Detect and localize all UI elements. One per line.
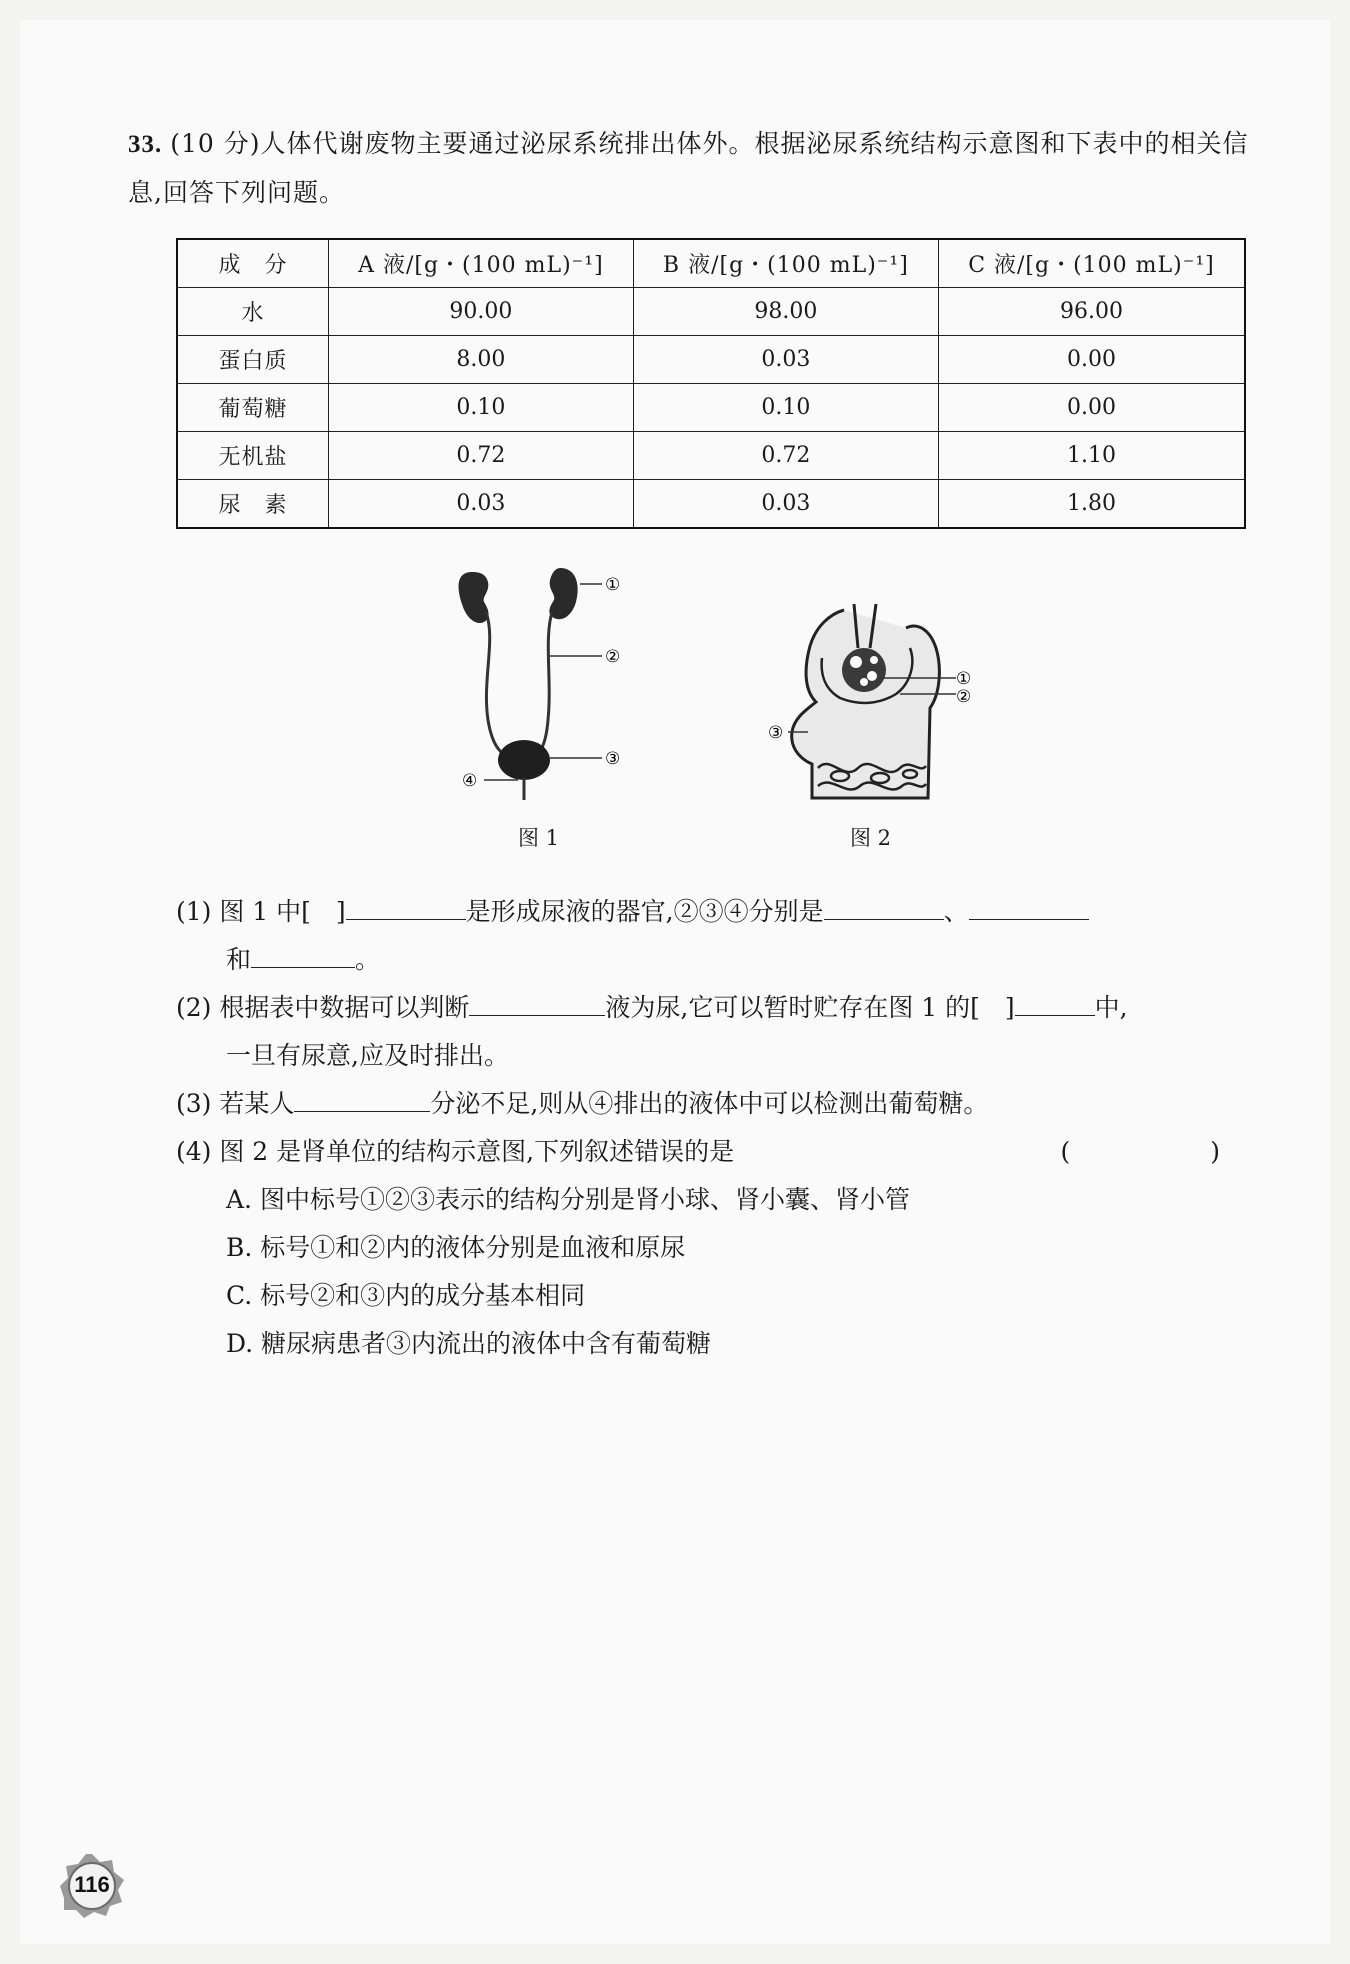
table-header: A 液/[g・(100 mL)⁻¹]	[329, 239, 634, 288]
table-cell: 0.10	[633, 384, 938, 432]
right-kidney	[549, 568, 577, 619]
table-cell: 0.03	[329, 480, 634, 529]
table-cell: 蛋白质	[177, 336, 329, 384]
table-cell: 8.00	[329, 336, 634, 384]
table-cell: 0.72	[329, 432, 634, 480]
question-stem	[128, 120, 1258, 217]
q1-mid: 是形成尿液的器官,②③④分别是	[465, 897, 824, 926]
q1-blank-4[interactable]	[251, 937, 355, 968]
q4-option-c[interactable]: C. 标号②和③内的成分基本相同	[226, 1281, 586, 1310]
table-header: 成 分	[177, 239, 329, 288]
q2-mid: 液为尿,它可以暂时贮存在图 1 的[ ]	[605, 993, 1015, 1022]
figure1-caption: 图 1	[518, 826, 560, 850]
q1-blank-2[interactable]	[824, 889, 944, 920]
figure2-caption: 图 2	[850, 826, 892, 850]
left-kidney	[459, 572, 489, 623]
q4-stem	[176, 1128, 1256, 1176]
fig1-label-1: ①	[605, 575, 621, 595]
table-cell: 0.03	[633, 336, 938, 384]
table-cell: 1.10	[938, 432, 1245, 480]
q4-answer-bracket[interactable]: ( )	[1060, 1137, 1250, 1166]
table-cell: 葡萄糖	[177, 384, 329, 432]
table-row	[177, 432, 1245, 480]
q1-line1	[176, 888, 1256, 936]
q2-blank-1[interactable]	[469, 985, 605, 1016]
table-cell: 96.00	[938, 288, 1245, 336]
table-row	[177, 384, 1245, 432]
fig2-label-3: ③	[768, 723, 784, 743]
fig1-label-3: ③	[605, 749, 621, 769]
table-cell: 0.10	[329, 384, 634, 432]
q1-line2-pre: 和	[226, 945, 252, 974]
q4-option-a[interactable]: A. 图中标号①②③表示的结构分别是肾小球、肾小囊、肾小管	[226, 1185, 910, 1214]
table-cell: 1.80	[938, 480, 1245, 529]
table-header: C 液/[g・(100 mL)⁻¹]	[938, 239, 1245, 288]
q2-prefix: (2) 根据表中数据可以判断	[176, 993, 470, 1022]
page-number-badge	[58, 1852, 126, 1920]
left-ureter	[486, 612, 518, 762]
question-text: (10 分)人体代谢废物主要通过泌尿系统排出体外。根据泌尿系统结构示意图和下表中的相关信息,回答下列问题。	[128, 129, 1249, 207]
fig2-label-1: ①	[956, 669, 972, 689]
q3-blank[interactable]	[294, 1081, 430, 1112]
q4-text: (4) 图 2 是肾单位的结构示意图,下列叙述错误的是	[176, 1137, 735, 1166]
table-cell: 98.00	[633, 288, 938, 336]
page-number: 116	[74, 1872, 110, 1897]
right-ureter	[528, 612, 552, 762]
fig2-label-2: ②	[956, 687, 972, 707]
fig1-label-2: ②	[605, 647, 621, 667]
table-cell: 0.72	[633, 432, 938, 480]
table-row	[177, 480, 1245, 529]
fig1-label-4: ④	[462, 771, 478, 791]
q2-line2: 一旦有尿意,应及时排出。	[226, 1041, 509, 1070]
q1-line2-end: 。	[355, 945, 381, 974]
q1-blank-organ[interactable]	[346, 889, 466, 920]
q3-end: 分泌不足,则从④排出的液体中可以检测出葡萄糖。	[430, 1089, 989, 1118]
table-cell: 水	[177, 288, 329, 336]
urinary-system-diagram	[440, 560, 660, 810]
table-cell: 尿 素	[177, 480, 329, 529]
bladder	[498, 740, 550, 780]
table-header-row	[177, 239, 1245, 288]
composition-table	[176, 238, 1246, 529]
q4-option-d[interactable]: D. 糖尿病患者③内流出的液体中含有葡萄糖	[226, 1329, 712, 1358]
table-cell: 无机盐	[177, 432, 329, 480]
table-header: B 液/[g・(100 mL)⁻¹]	[633, 239, 938, 288]
q1-prefix: (1) 图 1 中[ ]	[176, 897, 346, 926]
q2-blank-2[interactable]	[1015, 985, 1095, 1016]
table-cell: 0.00	[938, 384, 1245, 432]
nephron-diagram	[760, 598, 980, 808]
table-cell: 0.00	[938, 336, 1245, 384]
q1-sep: 、	[943, 897, 969, 926]
q3-prefix: (3) 若某人	[176, 1089, 295, 1118]
q1-line2	[176, 936, 1256, 984]
q2-line1	[176, 984, 1256, 1032]
table-row	[177, 336, 1245, 384]
q2-end: 中,	[1094, 993, 1128, 1022]
table-cell: 0.03	[633, 480, 938, 529]
sub-questions	[176, 888, 1256, 1368]
q4-option-b[interactable]: B. 标号①和②内的液体分别是血液和原尿	[226, 1233, 686, 1262]
q1-blank-3[interactable]	[969, 889, 1089, 920]
table-row	[177, 288, 1245, 336]
glomerulus	[842, 648, 886, 692]
table-cell: 90.00	[329, 288, 634, 336]
q3	[176, 1080, 1256, 1128]
question-number: 33.	[128, 131, 163, 158]
